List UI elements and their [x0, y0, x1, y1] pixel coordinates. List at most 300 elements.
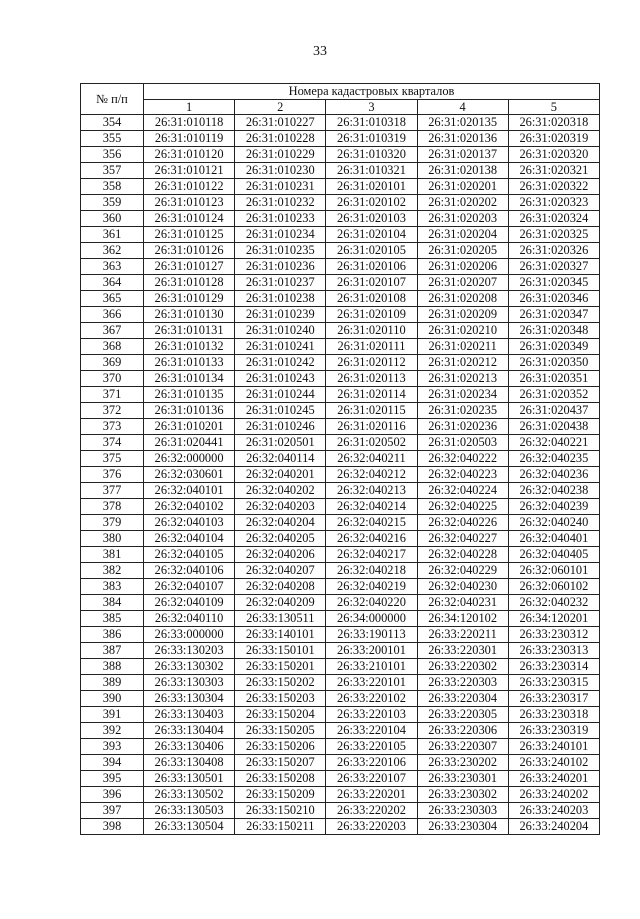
table-row — [81, 419, 600, 435]
cadastral-number-cell: 26:33:230314 — [508, 659, 599, 675]
cadastral-number-cell: 26:33:130302 — [144, 659, 235, 675]
header-row-sub — [81, 99, 600, 115]
row-number-cell: 371 — [81, 387, 144, 403]
table-row — [81, 643, 600, 659]
cadastral-number-cell: 26:31:010232 — [235, 195, 326, 211]
table-body — [81, 115, 600, 835]
cadastral-number-cell: 26:33:220107 — [326, 771, 417, 787]
cadastral-number-cell: 26:31:020349 — [508, 339, 599, 355]
cadastral-number-cell: 26:33:240203 — [508, 803, 599, 819]
table-row — [81, 355, 600, 371]
cadastral-number-cell: 26:31:010129 — [144, 291, 235, 307]
cadastral-number-cell: 26:31:020348 — [508, 323, 599, 339]
cadastral-number-cell: 26:31:020114 — [326, 387, 417, 403]
cadastral-number-cell: 26:31:010229 — [235, 147, 326, 163]
cadastral-number-cell: 26:33:240204 — [508, 819, 599, 835]
cadastral-number-cell: 26:31:010135 — [144, 387, 235, 403]
cadastral-number-cell: 26:33:190113 — [326, 627, 417, 643]
row-number-cell: 368 — [81, 339, 144, 355]
table-row — [81, 163, 600, 179]
cadastral-number-cell: 26:32:040207 — [235, 563, 326, 579]
cadastral-number-cell: 26:31:020203 — [417, 211, 508, 227]
cadastral-number-cell: 26:33:130406 — [144, 739, 235, 755]
cadastral-number-cell: 26:33:230304 — [417, 819, 508, 835]
table-row — [81, 771, 600, 787]
cadastral-number-cell: 26:31:020327 — [508, 259, 599, 275]
cadastral-number-cell: 26:33:240101 — [508, 739, 599, 755]
row-number-cell: 367 — [81, 323, 144, 339]
cadastral-number-cell: 26:31:010243 — [235, 371, 326, 387]
cadastral-number-cell: 26:31:020113 — [326, 371, 417, 387]
cadastral-number-cell: 26:31:010240 — [235, 323, 326, 339]
row-number-cell: 386 — [81, 627, 144, 643]
cadastral-number-cell: 26:32:040227 — [417, 531, 508, 547]
cadastral-number-cell: 26:31:020112 — [326, 355, 417, 371]
cadastral-number-cell: 26:33:130304 — [144, 691, 235, 707]
row-number-cell: 396 — [81, 787, 144, 803]
cadastral-number-cell: 26:32:040220 — [326, 595, 417, 611]
column-header-4: 4 — [417, 99, 508, 115]
cadastral-number-cell: 26:32:040229 — [417, 563, 508, 579]
cadastral-number-cell: 26:31:020350 — [508, 355, 599, 371]
cadastral-number-cell: 26:33:220101 — [326, 675, 417, 691]
table-row — [81, 691, 600, 707]
table-row — [81, 531, 600, 547]
cadastral-number-cell: 26:33:150208 — [235, 771, 326, 787]
cadastral-number-cell: 26:32:040201 — [235, 467, 326, 483]
cadastral-number-cell: 26:31:020106 — [326, 259, 417, 275]
cadastral-number-cell: 26:31:020346 — [508, 291, 599, 307]
row-number-cell: 360 — [81, 211, 144, 227]
table-row — [81, 259, 600, 275]
row-number-cell: 392 — [81, 723, 144, 739]
cadastral-number-cell: 26:32:040236 — [508, 467, 599, 483]
cadastral-number-cell: 26:32:040223 — [417, 467, 508, 483]
cadastral-number-cell: 26:31:010241 — [235, 339, 326, 355]
cadastral-number-cell: 26:32:040109 — [144, 595, 235, 611]
cadastral-number-cell: 26:31:020322 — [508, 179, 599, 195]
cadastral-number-cell: 26:31:010130 — [144, 307, 235, 323]
cadastral-number-cell: 26:31:020103 — [326, 211, 417, 227]
table-row — [81, 803, 600, 819]
cadastral-number-cell: 26:31:010124 — [144, 211, 235, 227]
cadastral-number-cell: 26:31:010121 — [144, 163, 235, 179]
table-row — [81, 275, 600, 291]
cadastral-number-cell: 26:33:150204 — [235, 707, 326, 723]
cadastral-number-cell: 26:32:040104 — [144, 531, 235, 547]
cadastral-numbers-header: Номера кадастровых кварталов — [144, 84, 600, 100]
table-row — [81, 291, 600, 307]
row-number-cell: 365 — [81, 291, 144, 307]
cadastral-number-cell: 26:34:000000 — [326, 611, 417, 627]
cadastral-number-cell: 26:33:220103 — [326, 707, 417, 723]
cadastral-number-cell: 26:31:020105 — [326, 243, 417, 259]
cadastral-number-cell: 26:33:130403 — [144, 707, 235, 723]
cadastral-number-cell: 26:33:220104 — [326, 723, 417, 739]
row-number-cell: 363 — [81, 259, 144, 275]
cadastral-number-cell: 26:31:010246 — [235, 419, 326, 435]
cadastral-number-cell: 26:31:010237 — [235, 275, 326, 291]
cadastral-number-cell: 26:32:040217 — [326, 547, 417, 563]
cadastral-number-cell: 26:33:150205 — [235, 723, 326, 739]
cadastral-number-cell: 26:31:020236 — [417, 419, 508, 435]
cadastral-number-cell: 26:31:020206 — [417, 259, 508, 275]
cadastral-number-cell: 26:32:040105 — [144, 547, 235, 563]
cadastral-number-cell: 26:31:020116 — [326, 419, 417, 435]
cadastral-number-cell: 26:31:020438 — [508, 419, 599, 435]
cadastral-number-cell: 26:32:040106 — [144, 563, 235, 579]
cadastral-number-cell: 26:33:240102 — [508, 755, 599, 771]
cadastral-number-cell: 26:31:010128 — [144, 275, 235, 291]
row-number-cell: 383 — [81, 579, 144, 595]
cadastral-number-cell: 26:33:150206 — [235, 739, 326, 755]
cadastral-number-cell: 26:32:040211 — [326, 451, 417, 467]
header-row-top — [81, 84, 600, 100]
row-number-cell: 366 — [81, 307, 144, 323]
cadastral-number-cell: 26:33:220301 — [417, 643, 508, 659]
table-row — [81, 659, 600, 675]
cadastral-number-cell: 26:33:130408 — [144, 755, 235, 771]
cadastral-number-cell: 26:32:040202 — [235, 483, 326, 499]
table-row — [81, 435, 600, 451]
cadastral-number-cell: 26:31:010318 — [326, 115, 417, 131]
cadastral-number-cell: 26:32:040101 — [144, 483, 235, 499]
cadastral-number-cell: 26:31:020202 — [417, 195, 508, 211]
column-header-3: 3 — [326, 99, 417, 115]
table-row — [81, 115, 600, 131]
row-number-cell: 376 — [81, 467, 144, 483]
cadastral-number-cell: 26:32:040102 — [144, 499, 235, 515]
cadastral-number-cell: 26:33:130203 — [144, 643, 235, 659]
cadastral-number-cell: 26:33:130504 — [144, 819, 235, 835]
cadastral-number-cell: 26:33:130404 — [144, 723, 235, 739]
row-number-cell: 358 — [81, 179, 144, 195]
row-number-cell: 359 — [81, 195, 144, 211]
cadastral-number-cell: 26:31:020115 — [326, 403, 417, 419]
cadastral-number-cell: 26:33:230202 — [417, 755, 508, 771]
cadastral-number-cell: 26:32:040103 — [144, 515, 235, 531]
cadastral-number-cell: 26:31:010319 — [326, 131, 417, 147]
cadastral-number-cell: 26:32:040209 — [235, 595, 326, 611]
cadastral-number-cell: 26:32:040401 — [508, 531, 599, 547]
cadastral-number-cell: 26:31:020503 — [417, 435, 508, 451]
row-number-cell: 362 — [81, 243, 144, 259]
row-number-cell: 373 — [81, 419, 144, 435]
cadastral-number-cell: 26:33:210101 — [326, 659, 417, 675]
cadastral-number-cell: 26:31:020326 — [508, 243, 599, 259]
row-number-cell: 385 — [81, 611, 144, 627]
cadastral-number-cell: 26:31:020209 — [417, 307, 508, 323]
table-row — [81, 563, 600, 579]
cadastral-number-cell: 26:32:040206 — [235, 547, 326, 563]
cadastral-number-cell: 26:32:040114 — [235, 451, 326, 467]
cadastral-number-cell: 26:32:040228 — [417, 547, 508, 563]
cadastral-number-cell: 26:33:150209 — [235, 787, 326, 803]
cadastral-number-cell: 26:33:220304 — [417, 691, 508, 707]
row-number-cell: 393 — [81, 739, 144, 755]
table-row — [81, 467, 600, 483]
table-row — [81, 371, 600, 387]
cadastral-number-cell: 26:31:020501 — [235, 435, 326, 451]
cadastral-number-cell: 26:32:040214 — [326, 499, 417, 515]
table-row — [81, 755, 600, 771]
cadastral-number-cell: 26:32:000000 — [144, 451, 235, 467]
row-number-cell: 355 — [81, 131, 144, 147]
table-row — [81, 627, 600, 643]
row-number-cell: 364 — [81, 275, 144, 291]
table-row — [81, 403, 600, 419]
cadastral-number-cell: 26:31:020135 — [417, 115, 508, 131]
table-row — [81, 787, 600, 803]
cadastral-number-cell: 26:32:040221 — [508, 435, 599, 451]
row-number-cell: 388 — [81, 659, 144, 675]
cadastral-number-cell: 26:31:010245 — [235, 403, 326, 419]
table-row — [81, 227, 600, 243]
cadastral-number-cell: 26:31:010133 — [144, 355, 235, 371]
cadastral-number-cell: 26:32:040213 — [326, 483, 417, 499]
cadastral-number-cell: 26:31:010122 — [144, 179, 235, 195]
row-number-cell: 372 — [81, 403, 144, 419]
cadastral-number-cell: 26:31:010231 — [235, 179, 326, 195]
cadastral-number-cell: 26:31:020210 — [417, 323, 508, 339]
row-number-cell: 395 — [81, 771, 144, 787]
cadastral-number-cell: 26:31:020345 — [508, 275, 599, 291]
cadastral-number-cell: 26:33:220303 — [417, 675, 508, 691]
cadastral-number-cell: 26:31:010228 — [235, 131, 326, 147]
table-row — [81, 675, 600, 691]
cadastral-number-cell: 26:33:150201 — [235, 659, 326, 675]
cadastral-number-cell: 26:33:150101 — [235, 643, 326, 659]
cadastral-number-cell: 26:32:040215 — [326, 515, 417, 531]
cadastral-number-cell: 26:32:040225 — [417, 499, 508, 515]
table-row — [81, 211, 600, 227]
cadastral-number-cell: 26:33:240201 — [508, 771, 599, 787]
row-number-cell: 369 — [81, 355, 144, 371]
column-header-5: 5 — [508, 99, 599, 115]
cadastral-number-cell: 26:31:020207 — [417, 275, 508, 291]
cadastral-number-cell: 26:31:020351 — [508, 371, 599, 387]
row-number-cell: 390 — [81, 691, 144, 707]
cadastral-number-cell: 26:31:020104 — [326, 227, 417, 243]
cadastral-number-cell: 26:32:040110 — [144, 611, 235, 627]
cadastral-number-cell: 26:32:040222 — [417, 451, 508, 467]
cadastral-number-cell: 26:32:040232 — [508, 595, 599, 611]
cadastral-number-cell: 26:31:010118 — [144, 115, 235, 131]
row-number-cell: 389 — [81, 675, 144, 691]
cadastral-number-cell: 26:33:230301 — [417, 771, 508, 787]
cadastral-number-cell: 26:31:020323 — [508, 195, 599, 211]
cadastral-number-cell: 26:31:020136 — [417, 131, 508, 147]
row-number-cell: 356 — [81, 147, 144, 163]
table-row — [81, 131, 600, 147]
row-number-cell: 357 — [81, 163, 144, 179]
cadastral-number-cell: 26:31:020110 — [326, 323, 417, 339]
cadastral-number-cell: 26:33:220305 — [417, 707, 508, 723]
cadastral-number-cell: 26:31:020211 — [417, 339, 508, 355]
cadastral-number-cell: 26:33:220106 — [326, 755, 417, 771]
cadastral-number-cell: 26:32:040235 — [508, 451, 599, 467]
table-row — [81, 179, 600, 195]
cadastral-number-cell: 26:31:020437 — [508, 403, 599, 419]
cadastral-number-cell: 26:31:020208 — [417, 291, 508, 307]
table-row — [81, 483, 600, 499]
cadastral-number-cell: 26:33:230315 — [508, 675, 599, 691]
cadastral-number-cell: 26:31:010230 — [235, 163, 326, 179]
cadastral-number-cell: 26:31:010120 — [144, 147, 235, 163]
table-row — [81, 547, 600, 563]
cadastral-number-cell: 26:31:020137 — [417, 147, 508, 163]
cadastral-number-cell: 26:31:010233 — [235, 211, 326, 227]
cadastral-number-cell: 26:33:150202 — [235, 675, 326, 691]
cadastral-number-cell: 26:33:130303 — [144, 675, 235, 691]
cadastral-number-cell: 26:32:040219 — [326, 579, 417, 595]
cadastral-number-cell: 26:31:020102 — [326, 195, 417, 211]
cadastral-number-cell: 26:32:040231 — [417, 595, 508, 611]
table-header — [81, 84, 600, 115]
row-number-cell: 382 — [81, 563, 144, 579]
cadastral-number-cell: 26:31:010227 — [235, 115, 326, 131]
cadastral-number-cell: 26:31:010132 — [144, 339, 235, 355]
cadastral-number-cell: 26:31:010123 — [144, 195, 235, 211]
cadastral-number-cell: 26:33:220202 — [326, 803, 417, 819]
cadastral-number-cell: 26:33:220307 — [417, 739, 508, 755]
cadastral-number-cell: 26:33:200101 — [326, 643, 417, 659]
cadastral-number-cell: 26:31:010125 — [144, 227, 235, 243]
cadastral-number-cell: 26:31:010320 — [326, 147, 417, 163]
table-row — [81, 707, 600, 723]
table-row — [81, 451, 600, 467]
cadastral-number-cell: 26:31:010238 — [235, 291, 326, 307]
cadastral-number-cell: 26:31:010119 — [144, 131, 235, 147]
cadastral-number-cell: 26:31:020212 — [417, 355, 508, 371]
cadastral-number-cell: 26:32:040107 — [144, 579, 235, 595]
cadastral-number-cell: 26:32:040205 — [235, 531, 326, 547]
cadastral-number-cell: 26:33:230319 — [508, 723, 599, 739]
cadastral-number-cell: 26:32:040238 — [508, 483, 599, 499]
cadastral-quarters-table — [80, 83, 600, 835]
cadastral-number-cell: 26:31:020101 — [326, 179, 417, 195]
cadastral-number-cell: 26:31:010134 — [144, 371, 235, 387]
table-row — [81, 595, 600, 611]
cadastral-number-cell: 26:31:020325 — [508, 227, 599, 243]
row-number-cell: 381 — [81, 547, 144, 563]
cadastral-number-cell: 26:33:150210 — [235, 803, 326, 819]
cadastral-number-cell: 26:31:010201 — [144, 419, 235, 435]
cadastral-number-cell: 26:31:020347 — [508, 307, 599, 323]
table-row — [81, 739, 600, 755]
cadastral-number-cell: 26:32:060101 — [508, 563, 599, 579]
cadastral-number-cell: 26:31:020108 — [326, 291, 417, 307]
cadastral-number-cell: 26:31:020441 — [144, 435, 235, 451]
table-row — [81, 499, 600, 515]
row-number-cell: 374 — [81, 435, 144, 451]
cadastral-number-cell: 26:31:020109 — [326, 307, 417, 323]
table-row — [81, 147, 600, 163]
cadastral-number-cell: 26:34:120201 — [508, 611, 599, 627]
cadastral-number-cell: 26:33:220203 — [326, 819, 417, 835]
cadastral-number-cell: 26:32:040240 — [508, 515, 599, 531]
page-number: 33 — [313, 44, 327, 59]
cadastral-number-cell: 26:34:120102 — [417, 611, 508, 627]
table-row — [81, 515, 600, 531]
cadastral-number-cell: 26:32:040218 — [326, 563, 417, 579]
row-number-cell: 394 — [81, 755, 144, 771]
cadastral-number-cell: 26:33:220105 — [326, 739, 417, 755]
row-number-cell: 354 — [81, 115, 144, 131]
row-number-cell: 391 — [81, 707, 144, 723]
cadastral-number-cell: 26:31:020234 — [417, 387, 508, 403]
row-number-cell: 370 — [81, 371, 144, 387]
cadastral-number-cell: 26:33:130511 — [235, 611, 326, 627]
cadastral-number-cell: 26:31:010321 — [326, 163, 417, 179]
cadastral-number-cell: 26:32:040216 — [326, 531, 417, 547]
cadastral-number-cell: 26:31:010239 — [235, 307, 326, 323]
cadastral-number-cell: 26:31:010127 — [144, 259, 235, 275]
cadastral-number-cell: 26:33:000000 — [144, 627, 235, 643]
row-number-cell: 398 — [81, 819, 144, 835]
cadastral-number-cell: 26:31:020324 — [508, 211, 599, 227]
cadastral-number-cell: 26:32:040226 — [417, 515, 508, 531]
cadastral-number-cell: 26:33:230303 — [417, 803, 508, 819]
cadastral-number-cell: 26:33:230317 — [508, 691, 599, 707]
cadastral-number-cell: 26:32:040203 — [235, 499, 326, 515]
cadastral-number-cell: 26:33:230302 — [417, 787, 508, 803]
cadastral-number-cell: 26:33:150211 — [235, 819, 326, 835]
cadastral-number-cell: 26:33:220302 — [417, 659, 508, 675]
table-row — [81, 723, 600, 739]
row-number-cell: 380 — [81, 531, 144, 547]
cadastral-number-cell: 26:33:220201 — [326, 787, 417, 803]
cadastral-number-cell: 26:33:140101 — [235, 627, 326, 643]
cadastral-number-cell: 26:31:010235 — [235, 243, 326, 259]
cadastral-number-cell: 26:33:220211 — [417, 627, 508, 643]
cadastral-number-cell: 26:33:220102 — [326, 691, 417, 707]
cadastral-number-cell: 26:31:010126 — [144, 243, 235, 259]
row-number-cell: 361 — [81, 227, 144, 243]
cadastral-number-cell: 26:31:010242 — [235, 355, 326, 371]
cadastral-number-cell: 26:31:020320 — [508, 147, 599, 163]
table-row — [81, 579, 600, 595]
cadastral-number-cell: 26:33:130501 — [144, 771, 235, 787]
cadastral-number-cell: 26:33:150203 — [235, 691, 326, 707]
cadastral-number-cell: 26:31:020138 — [417, 163, 508, 179]
row-number-cell: 375 — [81, 451, 144, 467]
cadastral-number-cell: 26:31:010244 — [235, 387, 326, 403]
table-row — [81, 611, 600, 627]
table-row — [81, 819, 600, 835]
cadastral-number-cell: 26:31:020235 — [417, 403, 508, 419]
row-number-cell: 378 — [81, 499, 144, 515]
cadastral-number-cell: 26:31:020319 — [508, 131, 599, 147]
cadastral-number-cell: 26:32:060102 — [508, 579, 599, 595]
cadastral-number-cell: 26:33:230313 — [508, 643, 599, 659]
cadastral-number-cell: 26:31:010234 — [235, 227, 326, 243]
cadastral-number-cell: 26:31:010236 — [235, 259, 326, 275]
table-row — [81, 387, 600, 403]
cadastral-number-cell: 26:31:020201 — [417, 179, 508, 195]
cadastral-number-cell: 26:32:040212 — [326, 467, 417, 483]
row-number-header: № п/п — [81, 84, 144, 115]
cadastral-number-cell: 26:31:020107 — [326, 275, 417, 291]
column-header-1: 1 — [144, 99, 235, 115]
cadastral-number-cell: 26:31:020502 — [326, 435, 417, 451]
cadastral-number-cell: 26:31:020111 — [326, 339, 417, 355]
cadastral-number-cell: 26:32:030601 — [144, 467, 235, 483]
table-row — [81, 243, 600, 259]
cadastral-number-cell: 26:33:230312 — [508, 627, 599, 643]
table-row — [81, 307, 600, 323]
cadastral-number-cell: 26:33:150207 — [235, 755, 326, 771]
